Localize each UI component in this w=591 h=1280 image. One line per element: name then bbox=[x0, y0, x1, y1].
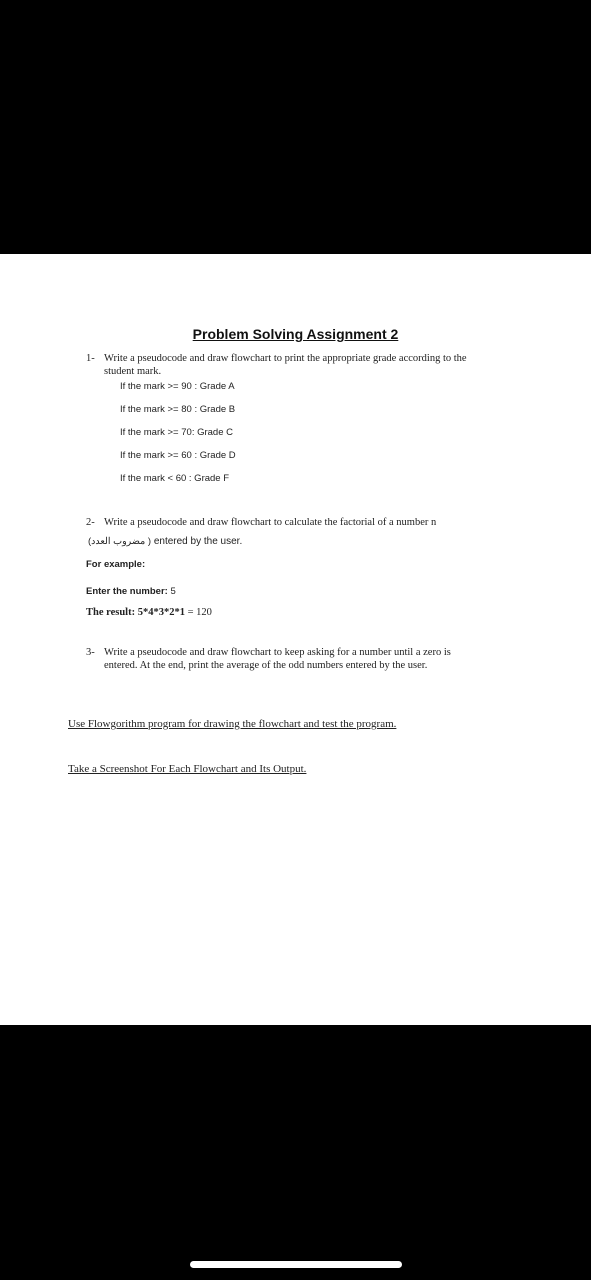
note-flowgorithm: Use Flowgorithm program for drawing the flowchart and test the program. bbox=[68, 718, 397, 730]
q2-result-value: = 120 bbox=[184, 607, 212, 618]
document-page bbox=[0, 254, 591, 1025]
q2-arabic-term: ( مضروب العدد) bbox=[88, 536, 152, 547]
q3-text-line1: Write a pseudocode and draw flowchart to keep asking for a number until a zero is bbox=[104, 647, 451, 658]
q2-enter-label: Enter the number: bbox=[86, 586, 168, 597]
page-title: Problem Solving Assignment 2 bbox=[192, 326, 399, 342]
q2-result-line bbox=[86, 602, 212, 620]
home-indicator-bar[interactable] bbox=[190, 1261, 402, 1268]
q2-result-expr: 5*4*3*2*1 bbox=[135, 607, 185, 618]
q2-enter-value: 5 bbox=[167, 586, 176, 597]
q1-condition-b: If the mark >= 80 : Grade B bbox=[120, 404, 236, 415]
q2-enter-line bbox=[86, 581, 176, 599]
q3-text-line2: entered. At the end, print the average of the odd numbers entered by the user. bbox=[104, 660, 428, 671]
q1-condition-d: If the mark >= 60 : Grade D bbox=[120, 450, 236, 461]
q2-line2-rest: entered by the user. bbox=[151, 536, 243, 547]
q2-result-label: The result: bbox=[86, 607, 136, 618]
q1-condition-a: If the mark >= 90 : Grade A bbox=[120, 381, 235, 392]
q1-text-line1: Write a pseudocode and draw flowchart to print the appropriate grade according to the bbox=[104, 353, 467, 364]
q3-number: 3- bbox=[86, 647, 95, 658]
note-screenshot: Take a Screenshot For Each Flowchart and Its Output. bbox=[68, 763, 307, 775]
q1-number: 1- bbox=[86, 353, 95, 364]
q1-condition-c: If the mark >= 70: Grade C bbox=[120, 427, 233, 438]
q2-number: 2- bbox=[86, 517, 95, 528]
q1-text-line2: student mark. bbox=[104, 366, 162, 377]
q2-example-label: For example: bbox=[86, 559, 146, 570]
q2-text-line1: Write a pseudocode and draw flowchart to calculate the factorial of a number n bbox=[104, 517, 437, 528]
q2-text-line2 bbox=[88, 531, 242, 549]
q1-condition-f: If the mark < 60 : Grade F bbox=[120, 473, 230, 484]
